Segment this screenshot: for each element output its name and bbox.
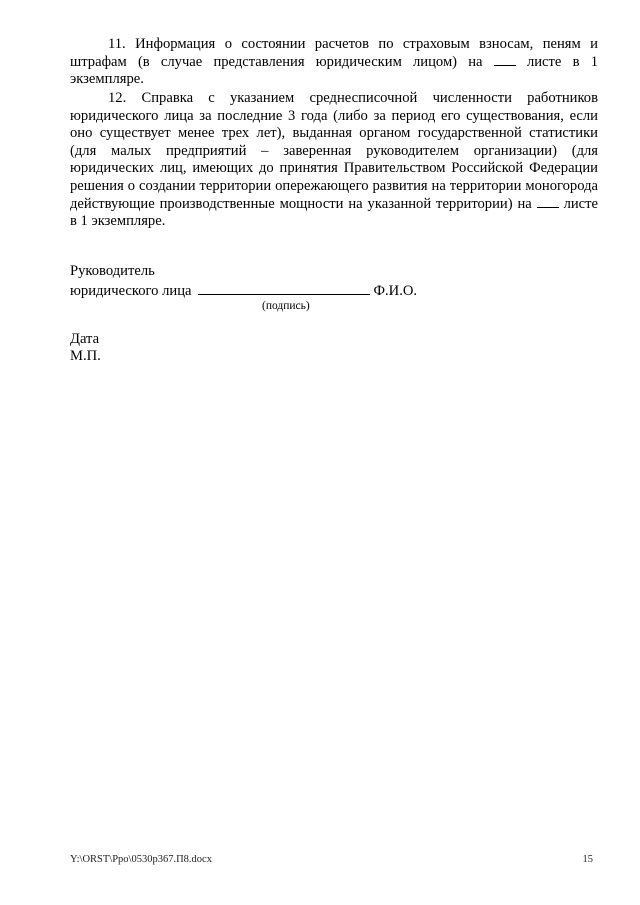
signature-role: Руководитель (70, 263, 155, 279)
item-number: 12. (108, 90, 127, 106)
item-text: Информация о состоянии расчетов по страховым взносам, пеням и штрафам (в случае представления юридическим лицом) на (70, 36, 598, 70)
item-number: 11. (108, 36, 126, 52)
item-text: Справка с указанием среднесписочной численности работников юридического лица за последние 3 года (либо за период его существования, если оно существует менее трех лет), выданная органом государственной статистики (для малых предприятий – заверенная руководителем организации) (для юридических лиц, имеющих до принятия Правительством Российской Федерации решения о создании территории опережающего развития на территории моногорода действующие производственные мощности на указанной территории) на (70, 90, 598, 212)
signature-row (70, 281, 417, 301)
item-text-end: листе в 1 экземпляре. (70, 53, 598, 88)
item-text-end: листе в 1 экземпляре. (70, 195, 599, 230)
blank-line (494, 55, 516, 66)
list-item-11 (70, 36, 598, 89)
date-label: Дата (70, 331, 100, 347)
footer-file-path: Y:\ORST\Ppo\0530p367.П8.docx (70, 854, 212, 865)
signature-role-line2: юридического лица (70, 283, 192, 299)
signature-name-label: Ф.И.О. (373, 283, 418, 299)
blank-line (537, 197, 559, 208)
signature-caption: (подпись) (262, 300, 310, 312)
signature-blank (198, 281, 370, 295)
list-item-12 (70, 90, 598, 231)
page-number: 15 (582, 854, 593, 865)
stamp-label: М.П. (70, 348, 101, 364)
